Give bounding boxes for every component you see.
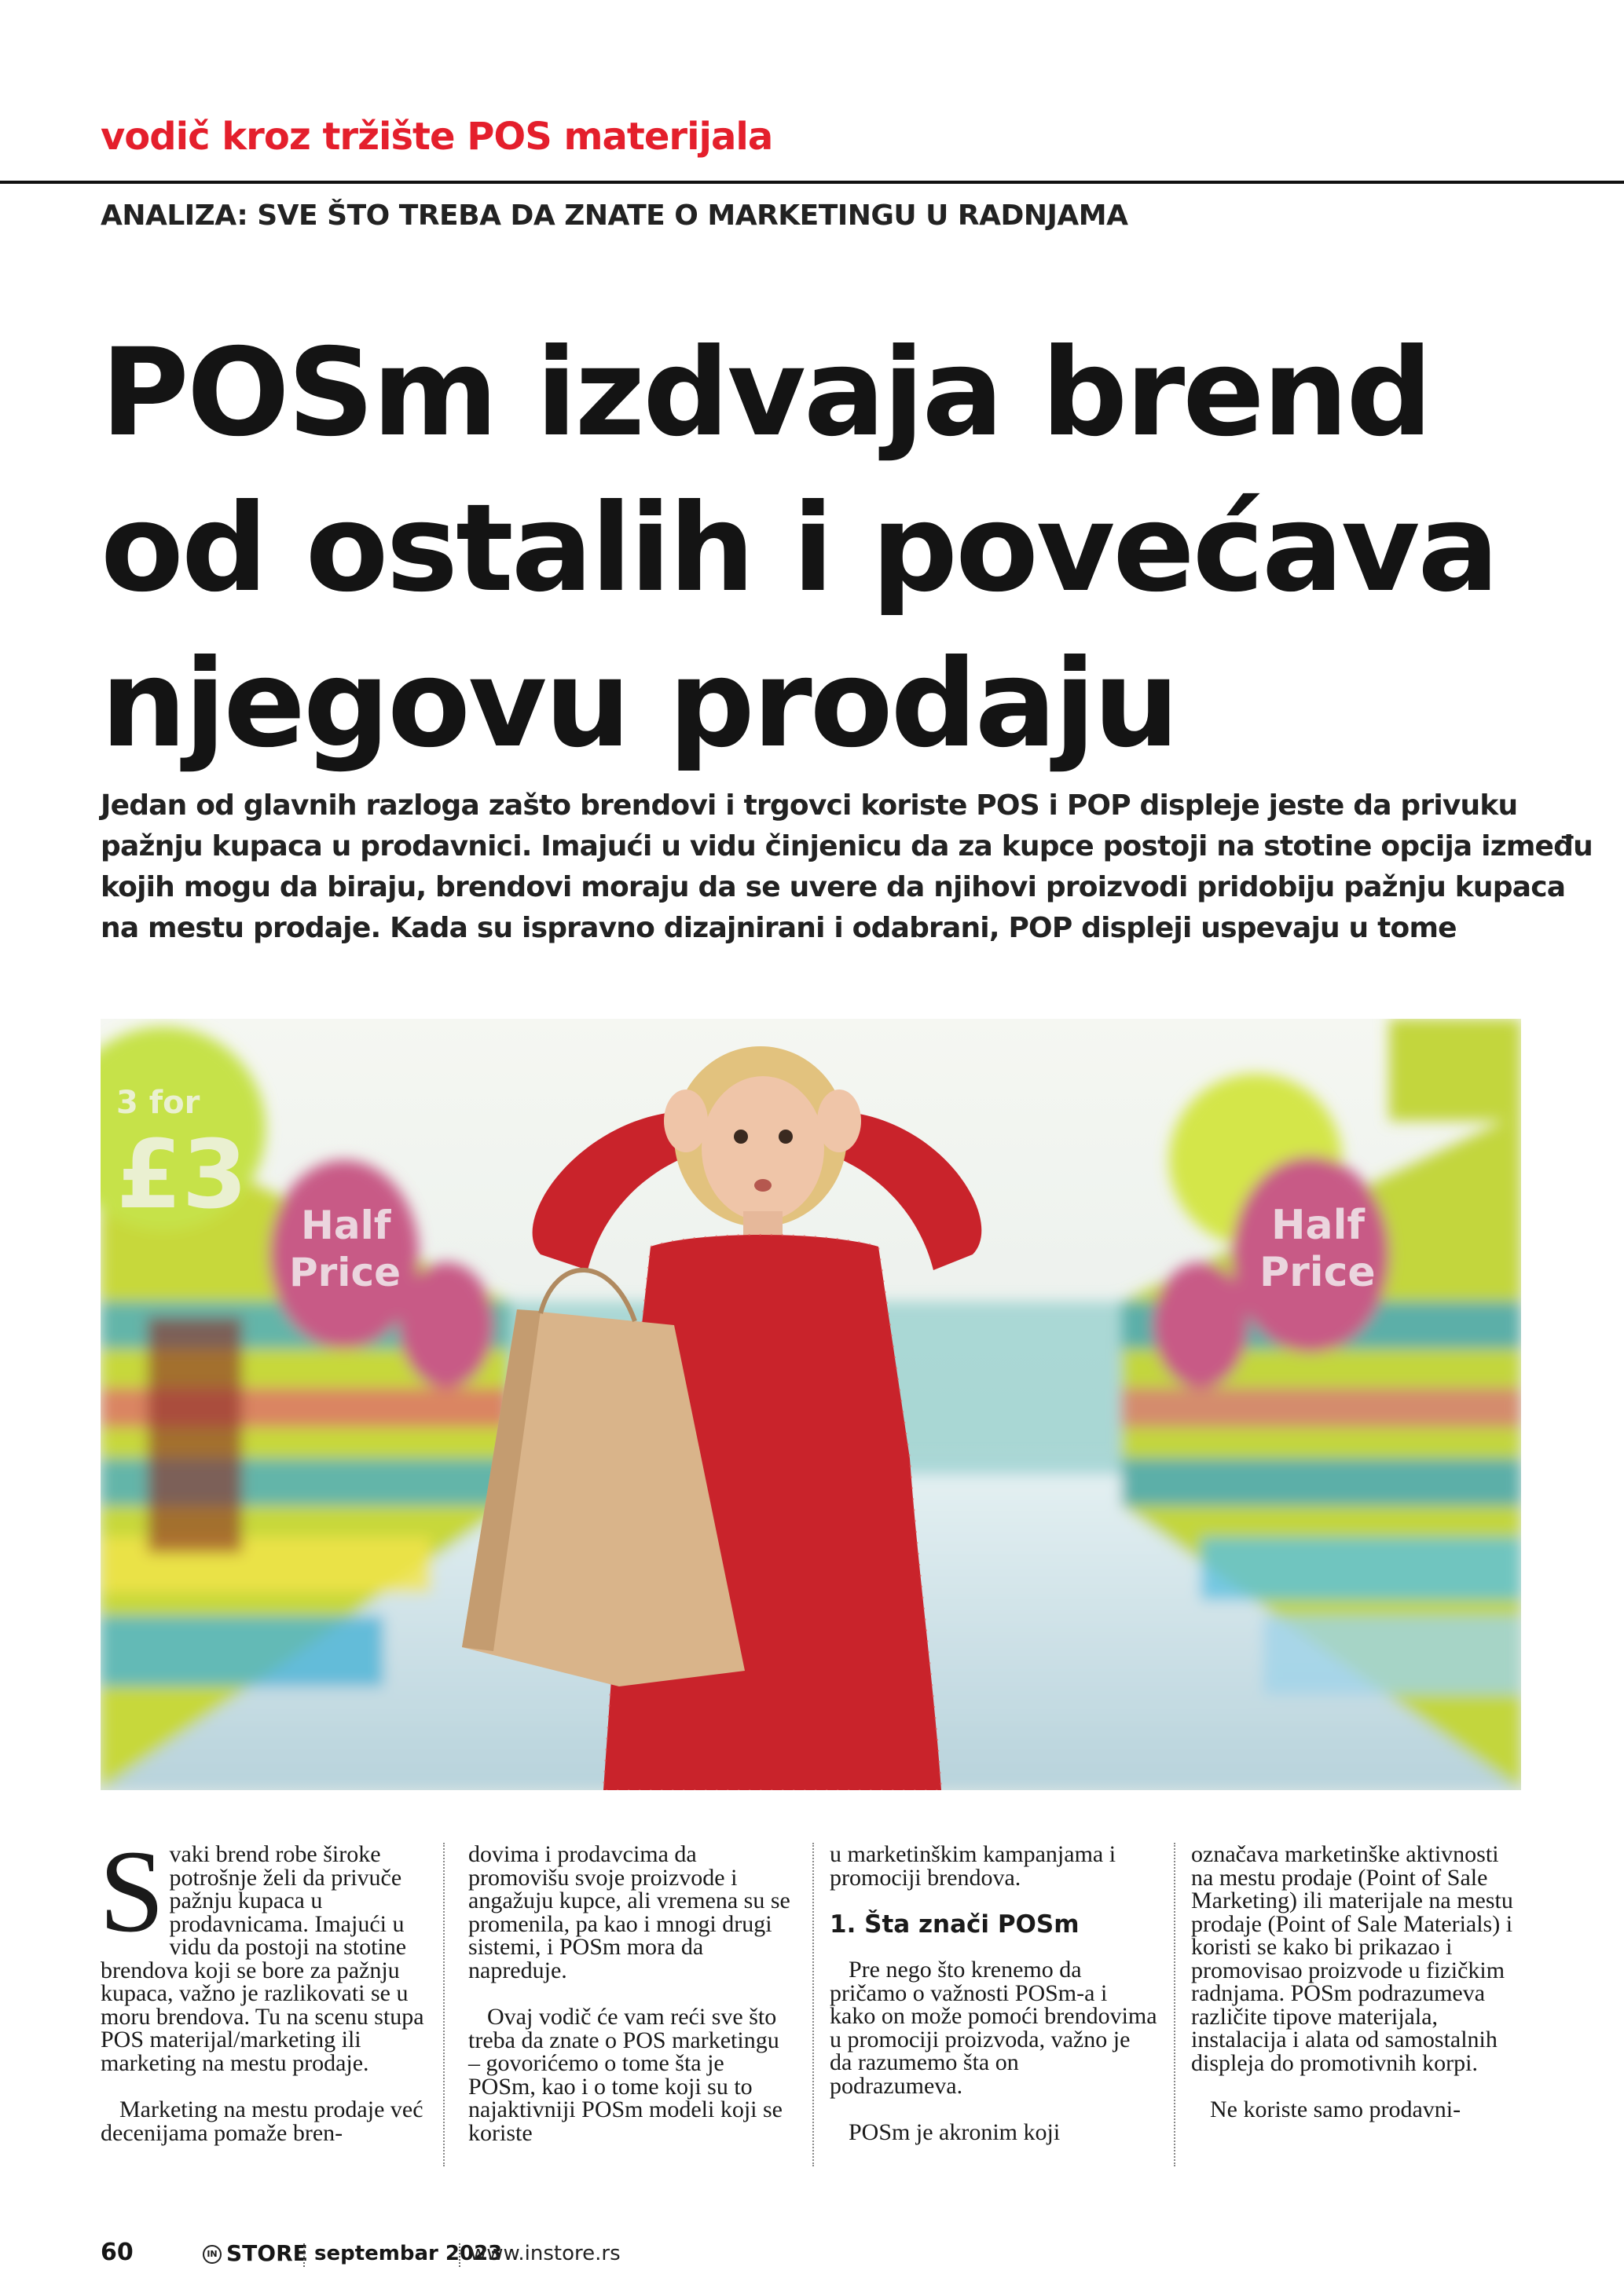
body-column-3 (830, 1843, 1157, 2144)
body-paragraph (99, 1826, 428, 2076)
lead-line-4: na mestu prodaje. Kada su ispravno dizajnirani i odabrani, POP displeji uspevaju u tome (101, 912, 1457, 944)
body-column-4 (1191, 1843, 1519, 2122)
body-paragraph: Ovaj vodič će vam reći sve što treba da znate o POS marketingu – govorićemo o tome šta je POSm, kao i o tome koji su to najaktivniji POSm modeli koji se koriste (468, 2004, 783, 2146)
sign-text-price-right: Price (1259, 1249, 1376, 1296)
logo-mark-icon: IN (203, 2245, 222, 2264)
headline-line-3: njegovu prodaju (101, 634, 1178, 774)
sign-text-price-left: Price (289, 1250, 401, 1295)
body-paragraph: označava marketinške aktivnosti na mestu prodaje (Point of Sale Marketing) ili materijale na mestu prodaje (Point of Sale Materials) i koristi se kako bi prikazao i promovisao proizvode u fizičkim radnjama. POSm podrazumeva različite tipove materijala, instalacija i alata od samostalnih displeja do promotivnih korpi. (1191, 1841, 1513, 2076)
website-link[interactable]: www.instore.rs (470, 2242, 621, 2265)
body-paragraph: u marketinškim kampanjama i promociji brendova. (830, 1841, 1116, 1891)
section-label: vodič kroz tržište POS materijala (101, 115, 773, 159)
lead-line-3: kojih mogu da biraju, brendovi moraju da se uvere da njihovi proizvodi pridobiju pažnju kupaca (101, 871, 1566, 903)
paragraph-text: vaki brend robe široke potrošnje želi da privuče pažnju kupaca u prodavnicama. Imajući u vidu da postoji na stotine brendova koji se bore za pažnju kupaca, važno je razlikovati se u moru brendova. Tu na scenu stupa POS materijal/marketing ili marketing na mestu prodaje. (101, 1841, 424, 2076)
kicker: ANALIZA: SVE ŠTO TREBA DA ZNATE O MARKETINGU U RADNJAMA (101, 200, 1128, 232)
column-divider (812, 1843, 815, 2166)
column-divider (443, 1843, 445, 2166)
dropcap: S (99, 1826, 165, 1957)
lead-line-2: pažnju kupaca u prodavnici. Imajući u vidu činjenicu da za kupce postoji na stotine opcija između (101, 830, 1593, 862)
header-rule (0, 181, 1624, 184)
magazine-logo (203, 2240, 308, 2266)
article-photo (101, 1019, 1521, 1790)
shopper-in-supermarket-illustration (101, 1019, 1521, 1790)
sign-text-3for: 3 for (116, 1085, 200, 1121)
column-divider (1174, 1843, 1176, 2166)
body-column-1 (99, 1826, 428, 2146)
headline (101, 316, 1578, 782)
sign-text-half-right: Half (1271, 1202, 1366, 1249)
body-paragraph: POSm je akronim koji (849, 2119, 1061, 2145)
headline-line-1: POSm izdvaja brend (101, 323, 1431, 463)
body-paragraph: dovima i prodavcima da promovišu svoje proizvode i angažuju kupce, ali vremena su se promenila, pa kao i mnogi drugi sistemi, i POSm mora da napreduje. (468, 1841, 790, 1983)
body-paragraph: Pre nego što krenemo da pričamo o važnosti POSm-a i kako on može pomoći brendovima u promociji proizvoda, važno je da razumemo šta on podrazumeva. (830, 1957, 1157, 2099)
lead-paragraph (101, 785, 1593, 949)
body-paragraph: Ne koriste samo prodavni- (1210, 2096, 1461, 2122)
body-paragraph: Marketing na mestu prodaje već decenijama pomaže bren- (101, 2096, 423, 2146)
page-number: 60 (101, 2239, 134, 2266)
footer-separator (303, 2243, 305, 2267)
sign-text-half-left: Half (301, 1203, 391, 1248)
issue-date: septembar 2023 (314, 2242, 503, 2265)
section-heading: 1. Šta znači POSm (830, 1910, 1080, 1939)
lead-line-1: Jedan od glavnih razloga zašto brendovi i trgovci koriste POS i POP displeje jeste da privuku (101, 789, 1518, 822)
page-footer (101, 2239, 886, 2270)
sign-text-price: £3 (116, 1121, 247, 1230)
headline-line-2: od ostalih i povećava (101, 478, 1498, 619)
brand-name: STORE (226, 2240, 308, 2266)
footer-separator (459, 2243, 460, 2267)
body-column-2 (468, 1843, 796, 2144)
